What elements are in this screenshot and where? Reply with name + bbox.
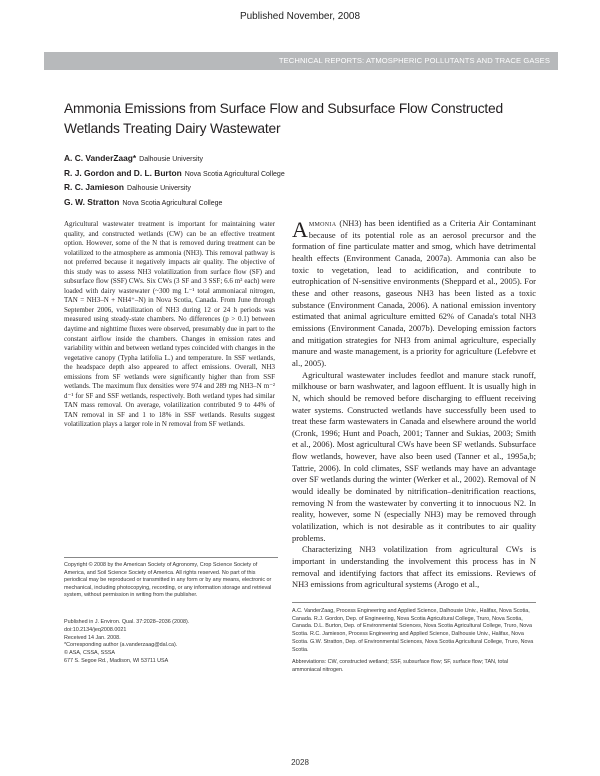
copyright-text: Copyright © 2008 by the American Society of Agronomy, Crop Science Society of America, and Soil Science Society of America. All rights reserved. No part of this periodical may be reproduced or transmitted in any form or by any means, electronic or mechanical, including photocopying, recording, or any information storage and retrieval system, without permission in writing from the publisher. (64, 562, 272, 599)
affiliations-text: A.C. VanderZaag, Process Engineering and Applied Science, Dalhousie Univ., Halifax, Nova Scotia, Canada. R.J. Gordon, Dep. of Engineering, Nova Scotia Agricultural College, Truro, Nova Scotia, Canada. D.L. Burton, Dep. of Environmental Sciences, Nova Scotia Agricultural College, Truro, Nova Scotia. R.C. Jamieson, Process Engineering and Applied Science, Dalhousie Univ., Halifax, Nova Scotia. G.W. Stratton, Dep. of Environmental Sciences, Nova Scotia Agricultural College, Truro, Nova Scotia. (292, 608, 534, 653)
author-list (64, 152, 534, 210)
pubinfo-line: Received 14 Jan. 2008. (64, 634, 121, 641)
drop-cap: A (292, 217, 308, 242)
copyright-notice (64, 557, 278, 605)
author-line (64, 167, 534, 182)
author-affiliation: Nova Scotia Agricultural College (122, 199, 223, 207)
author-line (64, 181, 534, 196)
author-names: R. J. Gordon and D. L. Burton (64, 167, 182, 178)
pubinfo-line: doi:10.2134/jeq2008.0021 (64, 626, 127, 633)
pubinfo-line: © ASA, CSSA, SSSA (64, 650, 116, 657)
pubinfo-line: *Corresponding author (a.vanderzaag@dal.ca). (64, 642, 178, 649)
author-line (64, 196, 534, 211)
author-names: A. C. VanderZaag* (64, 153, 137, 163)
publication-date: Published November, 2008 (239, 11, 361, 22)
paragraph-text: (NH3) has been identified as a Criteria Air Contaminant because of its potential role as an aerosol precursor and the formation of fine particulate matter and smog, which have detrimental health effects (Environment Canada, 2007a). Ammonia can also be toxic to vegetation, lead to acidification, and contribute to eutrophication of N-sensitive environments (Sheppard et al., 2005). For these and other reasons, gaseous NH3 has been listed as a toxic substance (Environment Canada, 2006). A national emission inventory estimated that animal agriculture emitted 62% of Canada's total NH3 emissions (Environment Canada, 2007b). Developing emission factors and mitigation strategies for NH3 from animal agriculture, especially manure and waste management, is a priority for agriculture (Lefebvre et al., 2005). (292, 218, 536, 368)
body-paragraph: Agricultural wastewater includes feedlot and manure stack runoff, milkhouse or barn washwater, and lagoon effluent. It is usually high in N, which should be removed before discharging to effluent receiving water systems. Constructed wetlands have successfully been used to treat these farm wastewaters in Canada and elsewhere around the world (Cronk, 1996; Hunt and Poach, 2001; Tanner and Sukias, 2003; Smith et al., 2006). Most agricultural CWs have been SF wetlands. Subsurface flow wetlands, however, have also been used (Tanner et al., 1995a,b; Tattrie, 2006). In cold climates, SSF wetlands may have an advantage over SF wetlands during the winter (Werker et al., 2002). Removal of N would ideally be dominated by nitrification–denitrification reactions, removing N from the wastewater by converting it to innocuous N2. In reality, however, some N (especially NH3) may be removed through volatilization, which is not desirable as it contributes to air quality problems. (292, 369, 536, 543)
section-banner: TECHNICAL REPORTS: ATMOSPHERIC POLLUTANTS AND TRACE GASES (44, 52, 558, 70)
lead-word: mmonia (308, 218, 337, 228)
author-line (64, 152, 534, 167)
author-names: G. W. Stratton (64, 196, 120, 207)
author-affiliation: Nova Scotia Agricultural College (184, 170, 285, 178)
author-affiliation: Dalhousie University (139, 156, 203, 163)
article-title: Ammonia Emissions from Surface Flow and Subsurface Flow Constructed Wetlands Treating Dairy Wastewater (64, 101, 504, 136)
publication-info (64, 619, 278, 666)
body-paragraph: Characterizing NH3 volatilization from agricultural CWs is important in understanding the involvement this process has in N removal and identifying factors that affect its emissions. Reviews of NH3 emissions from agricultural systems (Arogo et al., (292, 544, 536, 590)
author-affiliation: Dalhousie University (127, 185, 191, 193)
body-text (292, 218, 536, 591)
page-number: 2028 (291, 758, 309, 767)
body-paragraph (292, 218, 536, 370)
author-names: R. C. Jamieson (64, 182, 125, 193)
abbreviations-text: Abbreviations: CW, constructed wetland; SSF, subsurface flow; SF, surface flow; TAN, total ammoniacal nitrogen. (292, 659, 509, 673)
author-affiliations-footnote (292, 602, 536, 680)
pubinfo-line: Published in J. Environ. Qual. 37:2028–2036 (2008). (64, 619, 190, 625)
abstract: Agricultural wastewater treatment is important for maintaining water quality, and constructed wetlands (CW) can be an effective treatment option. However, some of the N that is removed during treatment can be volatilized to the atmosphere as ammonia (NH3). This removal pathway is not preferred because it negatively impacts air quality. The objective of this study was to assess NH3 volatilization from surface flow (SF) and subsurface flow (SSF) CWs. Six CWs (3 SF and 3 SSF; 6.6 m² each) were loaded with dairy wastewater (~300 mg L⁻¹ total ammoniacal nitrogen, TAN = NH3–N + NH4⁺–N) in Nova Scotia, Canada. From June through September 2006, volatilization of NH3 during 12 or 24 h periods was measured using steady-state chambers. No differences (p > 0.1) between daytime and nighttime fluxes were observed, presumably due in part to the constant airflow inside the chambers. Changes in emission rates and variability within and between wetland types coincided with changes in the vegetative canopy (Typha latifolia L.) and temperature. In SSF wetlands, the headspace depth also appeared to affect emissions. Overall, NH3 emissions from SF wetlands were significantly higher than from SSF wetlands. The maximum flux densities were 974 and 289 mg NH3–N m⁻² d⁻¹ for SF and SSF wetlands, respectively. Both wetland types had similar TAN mass removal. On average, volatilization contributed 9 to 44% of TAN removal in SF and 1 to 18% in SSF wetlands. Results suggest volatilization plays a larger role in N removal from SF wetlands. (64, 220, 275, 429)
pubinfo-line: 677 S. Segoe Rd., Madison, WI 53711 USA (64, 657, 169, 664)
